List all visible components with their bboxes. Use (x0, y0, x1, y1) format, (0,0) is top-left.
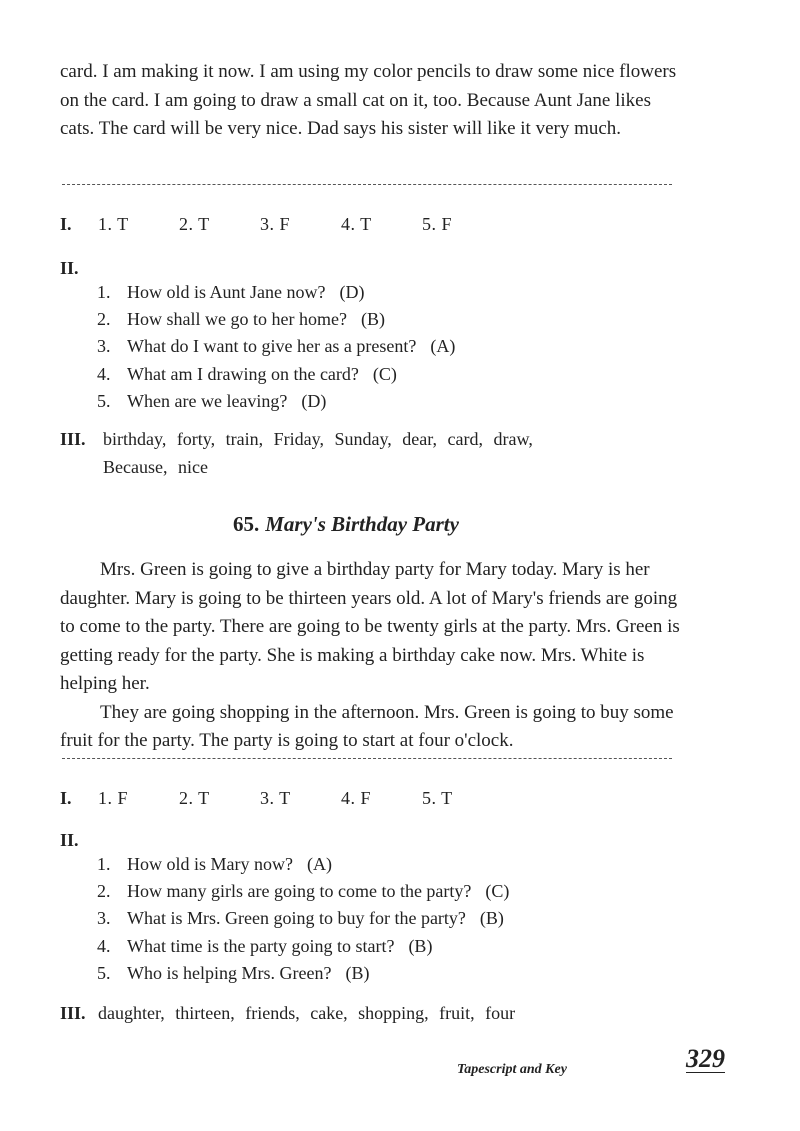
lesson-title: Mary's Birthday Party (265, 512, 459, 536)
lesson-passage (60, 556, 680, 756)
dashed-divider-top (62, 184, 672, 185)
previous-passage-text: card. I am making it now. I am using my color pencils to draw some nice flowers on the card. I am going to draw a small cat on it, too. Because Aunt Jane likes cats. The card will be very nice. Dad says his sister will like it very much. (60, 61, 677, 139)
question-number: 1. (97, 854, 111, 874)
question-answer: (A) (430, 336, 456, 356)
lesson-paragraph-1: Mrs. Green is going to give a birthday party for Mary today. Mary is her daughter. Mary is going to be thirteen years old. A lot of Mary's friends are going to come to the party. There are going to be twenty girls at the party. Mrs. Green is getting ready for the party. She is making a birthday cake now. Mrs. White is helping her. (60, 559, 680, 694)
tf-answer: 4. F (341, 788, 372, 808)
lesson-true-false-answers (98, 788, 503, 809)
tf-answer: 3. F (260, 214, 291, 234)
question-answer: (B) (479, 908, 504, 928)
tf-answer: 2. T (179, 214, 210, 234)
prev-vocab-line-1: birthday, forty, train, Friday, Sunday, dear, card, draw, (103, 429, 533, 449)
question-text: How old is Aunt Jane now? (127, 282, 326, 302)
question-answer: (C) (372, 364, 397, 384)
tf-answer: 5. F (422, 214, 453, 234)
question-answer: (B) (360, 309, 385, 329)
question-number: 2. (97, 309, 111, 329)
tf-answer: 5. T (422, 788, 453, 808)
prev-true-false-answers (98, 214, 503, 235)
question-answer: (C) (485, 881, 510, 901)
question-number: 2. (97, 881, 111, 901)
tf-answer: 1. F (98, 788, 129, 808)
prev-vocab-line-2: Because, nice (103, 457, 208, 477)
prev-section-2-label: II. (60, 258, 79, 278)
lesson-paragraph-2: They are going shopping in the afternoon. Mrs. Green is going to buy some fruit for the party. The party is going to start at four o'clock. (60, 701, 674, 751)
lesson-section-3-label: III. (60, 1003, 86, 1023)
question-text: When are we leaving? (127, 391, 288, 411)
prev-question-3 (97, 336, 455, 357)
prev-question-5 (97, 391, 326, 412)
question-answer: (D) (339, 282, 365, 302)
question-text: What time is the party going to start? (127, 936, 395, 956)
question-number: 5. (97, 963, 111, 983)
prev-question-1 (97, 282, 364, 303)
question-number: 4. (97, 936, 111, 956)
lesson-question-5 (97, 963, 369, 984)
lesson-question-4 (97, 936, 432, 957)
prev-question-2 (97, 309, 385, 330)
lesson-number: 65. (233, 512, 260, 536)
tf-answer: 3. T (260, 788, 291, 808)
tf-answer: 4. T (341, 214, 372, 234)
lesson-question-1 (97, 854, 332, 875)
tf-answer: 1. T (98, 214, 129, 234)
question-number: 1. (97, 282, 111, 302)
lesson-vocab-line-1: daughter, thirteen, friends, cake, shopping, fruit, four (98, 1003, 516, 1023)
question-answer: (B) (345, 963, 370, 983)
question-text: How many girls are going to come to the party? (127, 881, 472, 901)
question-text: How shall we go to her home? (127, 309, 347, 329)
question-number: 3. (97, 336, 111, 356)
question-text: What am I drawing on the card? (127, 364, 359, 384)
question-number: 3. (97, 908, 111, 928)
prev-section-1-label: I. (60, 214, 72, 234)
lesson-question-3 (97, 908, 504, 929)
question-answer: (B) (408, 936, 433, 956)
page-number: 329 (686, 1044, 725, 1073)
prev-question-4 (97, 364, 397, 385)
question-text: What is Mrs. Green going to buy for the party? (127, 908, 466, 928)
tf-answer: 2. T (179, 788, 210, 808)
question-text: What do I want to give her as a present? (127, 336, 417, 356)
prev-section-3-label: III. (60, 429, 86, 449)
footer-section-label: Tapescript and Key (457, 1062, 567, 1077)
lesson-heading (233, 512, 459, 537)
question-number: 4. (97, 364, 111, 384)
question-text: How old is Mary now? (127, 854, 293, 874)
dashed-divider-bottom (62, 758, 672, 759)
lesson-section-1-label: I. (60, 788, 72, 808)
lesson-question-2 (97, 881, 509, 902)
question-number: 5. (97, 391, 111, 411)
question-answer: (D) (301, 391, 327, 411)
lesson-section-2-label: II. (60, 830, 79, 850)
question-text: Who is helping Mrs. Green? (127, 963, 332, 983)
question-answer: (A) (306, 854, 332, 874)
